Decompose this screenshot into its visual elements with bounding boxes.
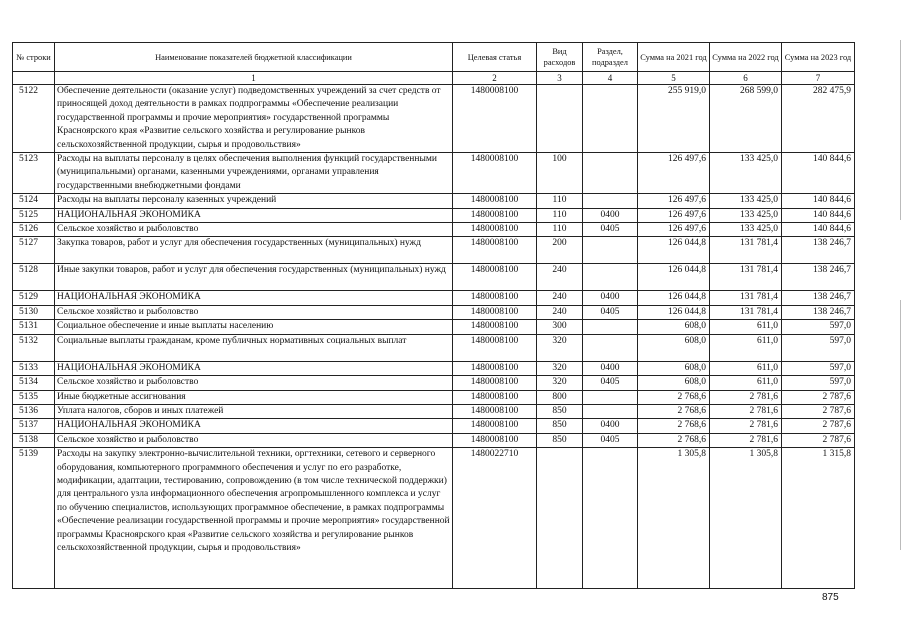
row-sum-2023: 597,0 (782, 334, 855, 361)
row-sum-2022: 611,0 (710, 376, 782, 390)
row-name: Иные закупки товаров, работ и услуг для обеспечения государственных (муниципальных) нужд (55, 264, 453, 291)
row-target: 1480008100 (453, 404, 537, 418)
row-section (583, 264, 638, 291)
row-number: 5130 (13, 305, 55, 319)
row-number: 5136 (13, 404, 55, 418)
row-expense-type (537, 85, 583, 153)
table-row (13, 153, 855, 194)
row-target: 1480008100 (453, 194, 537, 208)
row-sum-2023: 597,0 (782, 376, 855, 390)
row-number: 5139 (13, 448, 55, 589)
row-target: 1480008100 (453, 264, 537, 291)
row-sum-2023: 138 246,7 (782, 237, 855, 264)
column-number: 4 (583, 72, 638, 85)
column-number: 5 (638, 72, 710, 85)
row-expense-type: 800 (537, 390, 583, 404)
row-sum-2022: 133 425,0 (710, 153, 782, 194)
row-number: 5132 (13, 334, 55, 361)
row-expense-type: 240 (537, 291, 583, 305)
row-number: 5138 (13, 433, 55, 447)
row-expense-type: 240 (537, 305, 583, 319)
column-number: 3 (537, 72, 583, 85)
row-sum-2021: 608,0 (638, 361, 710, 375)
row-name: НАЦИОНАЛЬНАЯ ЭКОНОМИКА (55, 419, 453, 433)
row-expense-type: 320 (537, 376, 583, 390)
table-row (13, 264, 855, 291)
row-sum-2021: 126 497,6 (638, 153, 710, 194)
row-sum-2022: 133 425,0 (710, 208, 782, 222)
table-row (13, 208, 855, 222)
row-number: 5137 (13, 419, 55, 433)
row-sum-2021: 2 768,6 (638, 433, 710, 447)
row-target: 1480008100 (453, 361, 537, 375)
row-target: 1480008100 (453, 153, 537, 194)
row-section: 0400 (583, 419, 638, 433)
row-name: НАЦИОНАЛЬНАЯ ЭКОНОМИКА (55, 208, 453, 222)
row-name: Расходы на выплаты персоналу в целях обеспечения выполнения функций государственными (муниципальными) органами, казенными учреждениями, органами управления государственными внебюджетными фондами (55, 153, 453, 194)
row-sum-2022: 2 781,6 (710, 433, 782, 447)
column-number-row (13, 72, 855, 85)
row-target: 1480008100 (453, 223, 537, 237)
header-row (13, 43, 855, 72)
row-expense-type: 300 (537, 320, 583, 334)
row-sum-2021: 126 044,8 (638, 237, 710, 264)
header-sum-2021: Сумма на 2021 год (638, 43, 710, 72)
row-name: Расходы на закупку электронно-вычислительной техники, оргтехники, сетевого и серверного оборудования, компьютерного программного обеспечения и услуг по его разработке, модификации, адаптации, тестированию, сопровождению (в том числе технической поддержки) для центрального узла информационного обеспечения агропромышленного комплекса и услуг по обучению специалистов, использующих программное обеспечение, в рамках подпрограммы «Обеспечение реализации государственной программы и прочие мероприятия» государственной программы Красноярского края «Развитие сельского хозяйства и регулирование рынков сельскохозяйственной продукции, сырья и продовольствия» (55, 448, 453, 589)
row-sum-2022: 611,0 (710, 361, 782, 375)
row-sum-2023: 138 246,7 (782, 291, 855, 305)
column-number: 1 (55, 72, 453, 85)
row-sum-2023: 140 844,6 (782, 208, 855, 222)
row-sum-2023: 282 475,9 (782, 85, 855, 153)
row-sum-2023: 597,0 (782, 361, 855, 375)
row-expense-type: 110 (537, 194, 583, 208)
row-section: 0405 (583, 305, 638, 319)
row-sum-2023: 2 787,6 (782, 419, 855, 433)
row-sum-2021: 126 044,8 (638, 305, 710, 319)
row-sum-2023: 140 844,6 (782, 223, 855, 237)
row-sum-2021: 126 497,6 (638, 208, 710, 222)
row-sum-2023: 1 315,8 (782, 448, 855, 589)
row-section (583, 390, 638, 404)
row-number: 5135 (13, 390, 55, 404)
row-sum-2023: 2 787,6 (782, 433, 855, 447)
page-number: 875 (822, 592, 839, 603)
row-name: Уплата налогов, сборов и иных платежей (55, 404, 453, 418)
column-number: 2 (453, 72, 537, 85)
row-section: 0400 (583, 208, 638, 222)
row-target: 1480008100 (453, 305, 537, 319)
header-sum-2022: Сумма на 2022 год (710, 43, 782, 72)
row-target: 1480008100 (453, 334, 537, 361)
row-number: 5126 (13, 223, 55, 237)
row-target: 1480008100 (453, 390, 537, 404)
row-sum-2022: 131 781,4 (710, 264, 782, 291)
row-target: 1480008100 (453, 376, 537, 390)
row-sum-2021: 608,0 (638, 320, 710, 334)
row-number: 5124 (13, 194, 55, 208)
scan-edge-line (900, 40, 901, 220)
row-section (583, 194, 638, 208)
row-expense-type: 850 (537, 404, 583, 418)
row-sum-2022: 131 781,4 (710, 305, 782, 319)
table-row (13, 390, 855, 404)
row-number: 5127 (13, 237, 55, 264)
table-row (13, 433, 855, 447)
column-number (13, 72, 55, 85)
header-target: Целевая статья (453, 43, 537, 72)
column-number: 7 (782, 72, 855, 85)
row-target: 1480008100 (453, 237, 537, 264)
row-number: 5134 (13, 376, 55, 390)
header-name: Наименование показателей бюджетной классификации (55, 43, 453, 72)
row-expense-type: 850 (537, 433, 583, 447)
row-target: 1480008100 (453, 208, 537, 222)
row-sum-2021: 608,0 (638, 334, 710, 361)
row-sum-2022: 2 781,6 (710, 390, 782, 404)
row-sum-2022: 268 599,0 (710, 85, 782, 153)
row-number: 5125 (13, 208, 55, 222)
row-sum-2023: 597,0 (782, 320, 855, 334)
row-section (583, 448, 638, 589)
row-section (583, 334, 638, 361)
row-sum-2021: 2 768,6 (638, 390, 710, 404)
row-name: Иные бюджетные ассигнования (55, 390, 453, 404)
row-name: Закупка товаров, работ и услуг для обеспечения государственных (муниципальных) нужд (55, 237, 453, 264)
row-name: Социальные выплаты гражданам, кроме публичных нормативных социальных выплат (55, 334, 453, 361)
row-number: 5122 (13, 85, 55, 153)
table-row (13, 237, 855, 264)
row-number: 5129 (13, 291, 55, 305)
row-name: НАЦИОНАЛЬНАЯ ЭКОНОМИКА (55, 291, 453, 305)
row-expense-type: 110 (537, 208, 583, 222)
column-number: 6 (710, 72, 782, 85)
row-sum-2022: 131 781,4 (710, 291, 782, 305)
table-row (13, 376, 855, 390)
row-name: Обеспечение деятельности (оказание услуг) подведомственных учреждений за счет средств от приносящей доход деятельности в рамках подпрограммы «Обеспечение реализации государственной программы и прочие мероприятия» государственной программы Красноярского края «Развитие сельского хозяйства и регулирование рынков сельскохозяйственной продукции, сырья и продовольствия» (55, 85, 453, 153)
row-name: Расходы на выплаты персоналу казенных учреждений (55, 194, 453, 208)
row-sum-2023: 140 844,6 (782, 194, 855, 208)
row-sum-2021: 126 044,8 (638, 291, 710, 305)
table-row (13, 291, 855, 305)
table-row (13, 305, 855, 319)
row-section: 0400 (583, 361, 638, 375)
table-row (13, 320, 855, 334)
row-sum-2021: 1 305,8 (638, 448, 710, 589)
row-name: Сельское хозяйство и рыболовство (55, 433, 453, 447)
table-row (13, 361, 855, 375)
row-sum-2022: 2 781,6 (710, 404, 782, 418)
row-section (583, 404, 638, 418)
row-expense-type: 200 (537, 237, 583, 264)
header-sum-2023: Сумма на 2023 год (782, 43, 855, 72)
header-row-no: № строки (13, 43, 55, 72)
row-target: 1480008100 (453, 419, 537, 433)
row-target: 1480022710 (453, 448, 537, 589)
row-expense-type: 240 (537, 264, 583, 291)
row-section: 0405 (583, 433, 638, 447)
row-sum-2023: 138 246,7 (782, 264, 855, 291)
row-sum-2023: 2 787,6 (782, 390, 855, 404)
table-row (13, 334, 855, 361)
header-expense-type: Вид расходов (537, 43, 583, 72)
row-name: НАЦИОНАЛЬНАЯ ЭКОНОМИКА (55, 361, 453, 375)
row-expense-type: 850 (537, 419, 583, 433)
table-row (13, 194, 855, 208)
row-sum-2021: 255 919,0 (638, 85, 710, 153)
row-sum-2022: 131 781,4 (710, 237, 782, 264)
row-section (583, 237, 638, 264)
row-sum-2023: 138 246,7 (782, 305, 855, 319)
budget-table-container (12, 42, 854, 589)
row-target: 1480008100 (453, 85, 537, 153)
row-sum-2022: 611,0 (710, 334, 782, 361)
row-name: Социальное обеспечение и иные выплаты населению (55, 320, 453, 334)
row-expense-type: 320 (537, 334, 583, 361)
row-section: 0400 (583, 291, 638, 305)
row-sum-2021: 2 768,6 (638, 404, 710, 418)
row-section (583, 153, 638, 194)
scan-edge-line (900, 300, 901, 550)
row-section: 0405 (583, 376, 638, 390)
row-number: 5128 (13, 264, 55, 291)
row-section (583, 320, 638, 334)
table-row (13, 448, 855, 589)
row-target: 1480008100 (453, 291, 537, 305)
row-number: 5133 (13, 361, 55, 375)
table-row (13, 404, 855, 418)
row-target: 1480008100 (453, 433, 537, 447)
header-section: Раздел, подраздел (583, 43, 638, 72)
row-sum-2023: 140 844,6 (782, 153, 855, 194)
row-sum-2022: 133 425,0 (710, 194, 782, 208)
row-section (583, 85, 638, 153)
row-sum-2022: 611,0 (710, 320, 782, 334)
row-sum-2021: 126 497,6 (638, 223, 710, 237)
row-sum-2021: 2 768,6 (638, 419, 710, 433)
row-number: 5131 (13, 320, 55, 334)
table-row (13, 85, 855, 153)
row-section: 0405 (583, 223, 638, 237)
row-sum-2021: 126 044,8 (638, 264, 710, 291)
row-sum-2023: 2 787,6 (782, 404, 855, 418)
row-name: Сельское хозяйство и рыболовство (55, 223, 453, 237)
row-name: Сельское хозяйство и рыболовство (55, 305, 453, 319)
row-expense-type: 100 (537, 153, 583, 194)
row-number: 5123 (13, 153, 55, 194)
row-target: 1480008100 (453, 320, 537, 334)
row-name: Сельское хозяйство и рыболовство (55, 376, 453, 390)
row-sum-2022: 1 305,8 (710, 448, 782, 589)
row-expense-type: 110 (537, 223, 583, 237)
row-expense-type: 320 (537, 361, 583, 375)
table-row (13, 419, 855, 433)
row-expense-type (537, 448, 583, 589)
row-sum-2022: 2 781,6 (710, 419, 782, 433)
row-sum-2022: 133 425,0 (710, 223, 782, 237)
row-sum-2021: 608,0 (638, 376, 710, 390)
budget-table (12, 42, 855, 589)
row-sum-2021: 126 497,6 (638, 194, 710, 208)
table-row (13, 223, 855, 237)
